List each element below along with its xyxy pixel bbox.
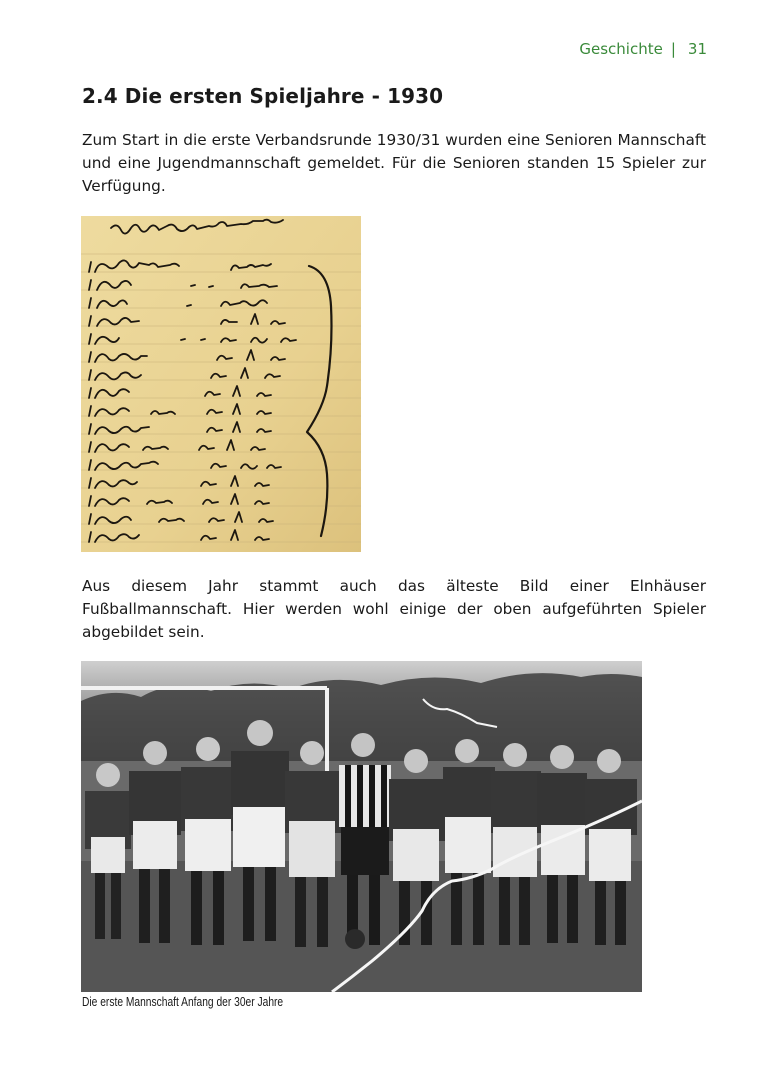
handwritten-player-list-image bbox=[81, 216, 361, 552]
photo-caption: Die erste Mannschaft Anfang der 30er Jahre bbox=[82, 995, 284, 1009]
page-number: 31 bbox=[687, 40, 707, 58]
header-separator: | bbox=[670, 40, 676, 58]
intro-paragraph: Zum Start in die erste Verbandsrunde 1930/31 wurden eine Senioren Mannschaft und eine Jugendmannschaft gemeldet. Für die Senioren standen 15 Spieler zur Verfügung. bbox=[82, 131, 706, 195]
section-title: 2.4 Die ersten Spieljahre - 1930 bbox=[82, 84, 444, 108]
team-photo-image bbox=[81, 661, 642, 992]
running-header bbox=[579, 40, 707, 58]
section-name: Geschichte bbox=[579, 40, 663, 58]
photo-paragraph: Aus diesem Jahr stammt auch das älteste Bild einer Elnhäuser Fußballmannschaft. Hier werden wohl einige der oben aufgeführten Spieler abgebildet sein. bbox=[82, 577, 706, 641]
